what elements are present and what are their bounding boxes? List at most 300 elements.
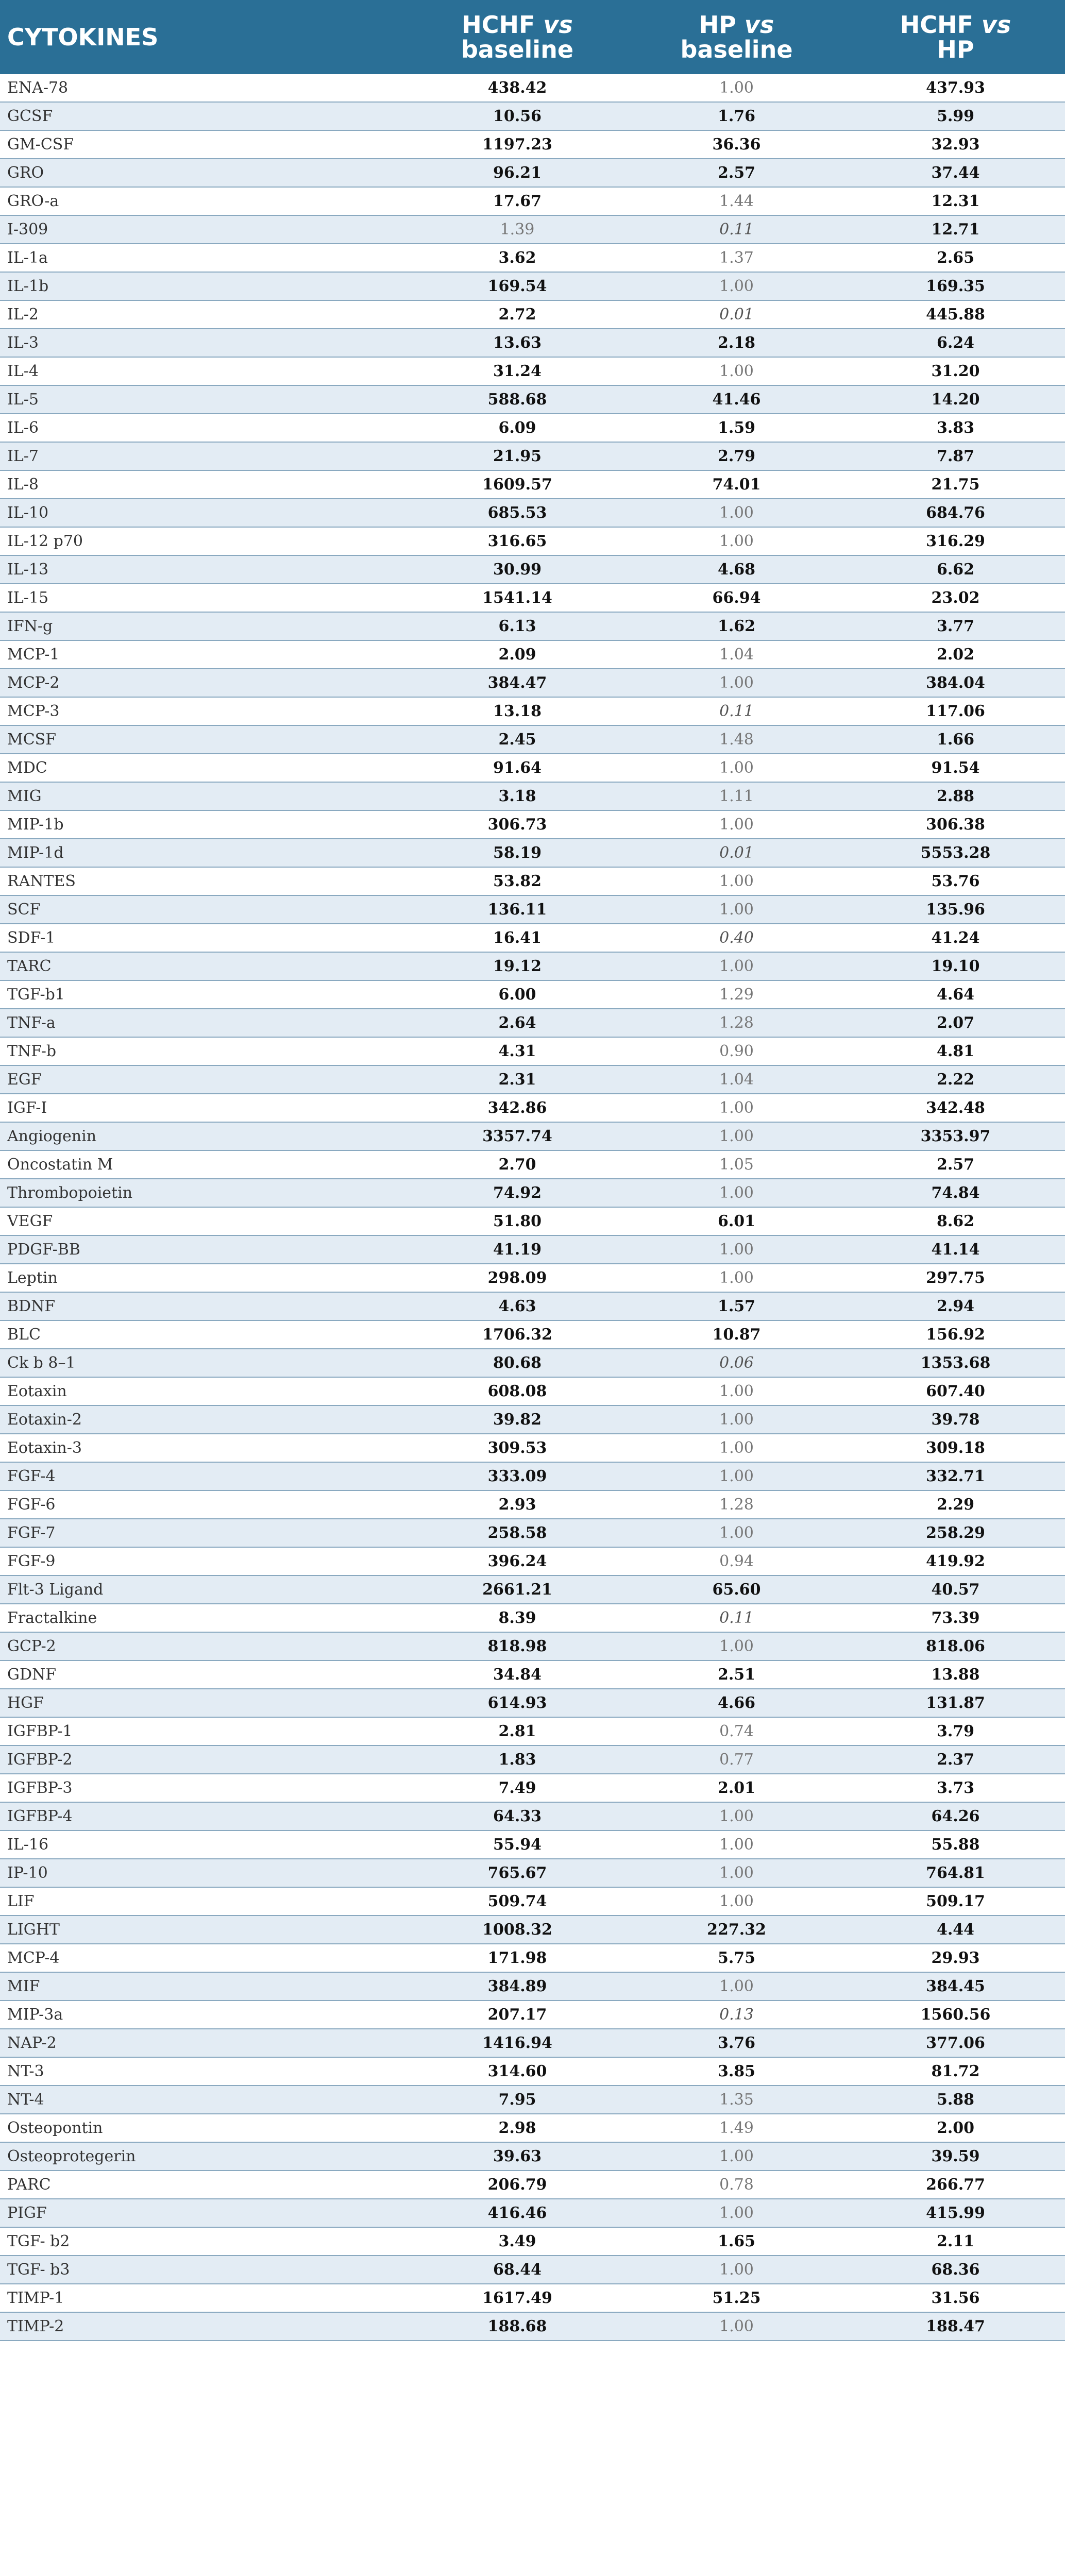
- table-row: [0, 725, 1065, 754]
- hchf-vs-baseline-value: 206.79: [408, 2171, 627, 2199]
- hchf-vs-baseline-value: 342.86: [408, 1094, 627, 1122]
- hchf-vs-hp-value: 332.71: [846, 1462, 1065, 1490]
- hchf-vs-baseline-value: 333.09: [408, 1462, 627, 1490]
- hchf-vs-baseline-value: 2.45: [408, 725, 627, 754]
- hp-vs-baseline-value: 51.25: [627, 2284, 846, 2312]
- hchf-vs-hp-value: 117.06: [846, 697, 1065, 725]
- hp-vs-baseline-value: 4.68: [627, 555, 846, 584]
- cytokine-name: Eotaxin-2: [0, 1405, 408, 1434]
- table-row: [0, 1604, 1065, 1632]
- hchf-vs-baseline-value: 68.44: [408, 2256, 627, 2284]
- table-row: [0, 2029, 1065, 2057]
- header-label: HCHF: [900, 11, 982, 39]
- hchf-vs-baseline-value: 2.72: [408, 300, 627, 329]
- header-hchf-vs-hp: [846, 0, 1065, 74]
- hchf-vs-baseline-value: 1197.23: [408, 130, 627, 159]
- hchf-vs-baseline-value: 416.46: [408, 2199, 627, 2227]
- hp-vs-baseline-value: 1.00: [627, 1434, 846, 1462]
- table-row: [0, 1916, 1065, 1944]
- cytokine-name: TIMP-2: [0, 2312, 408, 2341]
- cytokine-name: MDC: [0, 754, 408, 782]
- hp-vs-baseline-value: 1.00: [627, 895, 846, 924]
- hchf-vs-hp-value: 1353.68: [846, 1349, 1065, 1377]
- table-row: [0, 385, 1065, 414]
- hchf-vs-hp-value: 2.65: [846, 244, 1065, 272]
- hchf-vs-hp-value: 509.17: [846, 1887, 1065, 1916]
- hchf-vs-baseline-value: 3.18: [408, 782, 627, 810]
- table-row: [0, 2086, 1065, 2114]
- cytokine-name: LIGHT: [0, 1916, 408, 1944]
- hp-vs-baseline-value: 0.06: [627, 1349, 846, 1377]
- header-cytokines: CYTOKINES: [0, 0, 408, 74]
- hp-vs-baseline-value: 1.28: [627, 1009, 846, 1037]
- hp-vs-baseline-value: 65.60: [627, 1575, 846, 1604]
- cytokine-name: TGF- b3: [0, 2256, 408, 2284]
- table-row: [0, 1490, 1065, 1519]
- hchf-vs-baseline-value: 614.93: [408, 1689, 627, 1717]
- hchf-vs-hp-value: 7.87: [846, 442, 1065, 470]
- hchf-vs-baseline-value: 765.67: [408, 1859, 627, 1887]
- cytokine-name: IL-16: [0, 1831, 408, 1859]
- table-row: [0, 1349, 1065, 1377]
- table-row: [0, 527, 1065, 555]
- hp-vs-baseline-value: 1.28: [627, 1490, 846, 1519]
- hchf-vs-baseline-value: 64.33: [408, 1802, 627, 1831]
- table-row: [0, 1405, 1065, 1434]
- hp-vs-baseline-value: 2.01: [627, 1774, 846, 1802]
- hchf-vs-hp-value: 31.56: [846, 2284, 1065, 2312]
- hp-vs-baseline-value: 1.49: [627, 2114, 846, 2142]
- hchf-vs-hp-value: 73.39: [846, 1604, 1065, 1632]
- hp-vs-baseline-value: 1.00: [627, 1235, 846, 1264]
- table-row: [0, 2312, 1065, 2341]
- hchf-vs-baseline-value: 207.17: [408, 2001, 627, 2029]
- cytokine-name: MCSF: [0, 725, 408, 754]
- table-row: [0, 1037, 1065, 1065]
- hchf-vs-baseline-value: 396.24: [408, 1547, 627, 1575]
- cytokine-name: TGF- b2: [0, 2227, 408, 2256]
- hchf-vs-hp-value: 6.62: [846, 555, 1065, 584]
- hchf-vs-hp-value: 684.76: [846, 499, 1065, 527]
- hp-vs-baseline-value: 1.00: [627, 1377, 846, 1405]
- table-row: [0, 697, 1065, 725]
- hchf-vs-baseline-value: 384.47: [408, 669, 627, 697]
- hchf-vs-hp-value: 764.81: [846, 1859, 1065, 1887]
- hchf-vs-baseline-value: 4.63: [408, 1292, 627, 1320]
- hchf-vs-baseline-value: 4.31: [408, 1037, 627, 1065]
- hchf-vs-hp-value: 21.75: [846, 470, 1065, 499]
- cytokine-name: MCP-4: [0, 1944, 408, 1972]
- table-row: [0, 1235, 1065, 1264]
- hp-vs-baseline-value: 1.00: [627, 2199, 846, 2227]
- header-label: HP: [699, 11, 745, 39]
- cytokine-name: IL-7: [0, 442, 408, 470]
- hchf-vs-hp-value: 37.44: [846, 159, 1065, 187]
- header-label: HCHF: [462, 11, 544, 39]
- hp-vs-baseline-value: 1.00: [627, 1887, 846, 1916]
- hp-vs-baseline-value: 1.00: [627, 1405, 846, 1434]
- hp-vs-baseline-value: 1.04: [627, 640, 846, 669]
- table-row: [0, 470, 1065, 499]
- cytokine-name: TGF-b1: [0, 980, 408, 1009]
- hchf-vs-baseline-value: 6.09: [408, 414, 627, 442]
- table-row: [0, 215, 1065, 244]
- hchf-vs-hp-value: 297.75: [846, 1264, 1065, 1292]
- hchf-vs-hp-value: 2.29: [846, 1490, 1065, 1519]
- hchf-vs-hp-value: 53.76: [846, 867, 1065, 895]
- hchf-vs-hp-value: 188.47: [846, 2312, 1065, 2341]
- table-row: [0, 1150, 1065, 1179]
- hp-vs-baseline-value: 3.85: [627, 2057, 846, 2086]
- cytokine-name: I-309: [0, 215, 408, 244]
- table-row: [0, 499, 1065, 527]
- hchf-vs-baseline-value: 1609.57: [408, 470, 627, 499]
- hchf-vs-hp-value: 309.18: [846, 1434, 1065, 1462]
- table-row: [0, 1377, 1065, 1405]
- table-row: [0, 1944, 1065, 1972]
- hp-vs-baseline-value: 36.36: [627, 130, 846, 159]
- hchf-vs-hp-value: 1560.56: [846, 2001, 1065, 2029]
- hchf-vs-hp-value: 316.29: [846, 527, 1065, 555]
- cytokine-name: VEGF: [0, 1207, 408, 1235]
- hchf-vs-baseline-value: 3357.74: [408, 1122, 627, 1150]
- hchf-vs-baseline-value: 3.62: [408, 244, 627, 272]
- table-row: [0, 895, 1065, 924]
- table-row: [0, 867, 1065, 895]
- hchf-vs-baseline-value: 8.39: [408, 1604, 627, 1632]
- hchf-vs-hp-value: 445.88: [846, 300, 1065, 329]
- hp-vs-baseline-value: 5.75: [627, 1944, 846, 1972]
- hchf-vs-baseline-value: 298.09: [408, 1264, 627, 1292]
- header-vs: vs: [981, 11, 1011, 39]
- hp-vs-baseline-value: 4.66: [627, 1689, 846, 1717]
- hchf-vs-hp-value: 2.07: [846, 1009, 1065, 1037]
- hchf-vs-hp-value: 342.48: [846, 1094, 1065, 1122]
- hchf-vs-baseline-value: 2.31: [408, 1065, 627, 1094]
- hchf-vs-hp-value: 1.66: [846, 725, 1065, 754]
- hchf-vs-hp-value: 266.77: [846, 2171, 1065, 2199]
- table-row: [0, 244, 1065, 272]
- hchf-vs-hp-value: 2.11: [846, 2227, 1065, 2256]
- header-vs: vs: [744, 11, 774, 39]
- cytokine-name: IGFBP-4: [0, 1802, 408, 1831]
- hp-vs-baseline-value: 3.76: [627, 2029, 846, 2057]
- hchf-vs-baseline-value: 1008.32: [408, 1916, 627, 1944]
- hchf-vs-baseline-value: 1706.32: [408, 1320, 627, 1349]
- hchf-vs-hp-value: 6.24: [846, 329, 1065, 357]
- hp-vs-baseline-value: 1.00: [627, 2142, 846, 2171]
- hchf-vs-hp-value: 12.71: [846, 215, 1065, 244]
- hp-vs-baseline-value: 1.00: [627, 2256, 846, 2284]
- hp-vs-baseline-value: 1.76: [627, 102, 846, 130]
- hchf-vs-hp-value: 32.93: [846, 130, 1065, 159]
- hchf-vs-hp-value: 68.36: [846, 2256, 1065, 2284]
- table-row: [0, 1292, 1065, 1320]
- header-hp-vs-baseline: [627, 0, 846, 74]
- cytokine-name: MIF: [0, 1972, 408, 2001]
- table-row: [0, 1859, 1065, 1887]
- cytokine-name: MCP-3: [0, 697, 408, 725]
- cytokine-name: SDF-1: [0, 924, 408, 952]
- hp-vs-baseline-value: 1.62: [627, 612, 846, 640]
- hchf-vs-hp-value: 2.00: [846, 2114, 1065, 2142]
- table-row: [0, 612, 1065, 640]
- hp-vs-baseline-value: 0.11: [627, 1604, 846, 1632]
- hchf-vs-baseline-value: 306.73: [408, 810, 627, 839]
- hp-vs-baseline-value: 227.32: [627, 1916, 846, 1944]
- hp-vs-baseline-value: 1.59: [627, 414, 846, 442]
- table-row: [0, 1547, 1065, 1575]
- hp-vs-baseline-value: 1.00: [627, 754, 846, 782]
- cytokine-name: IGFBP-1: [0, 1717, 408, 1745]
- table-row: [0, 754, 1065, 782]
- hchf-vs-baseline-value: 7.95: [408, 2086, 627, 2114]
- hp-vs-baseline-value: 1.00: [627, 527, 846, 555]
- cytokine-name: IL-1a: [0, 244, 408, 272]
- hchf-vs-baseline-value: 2.98: [408, 2114, 627, 2142]
- table-row: [0, 782, 1065, 810]
- hchf-vs-baseline-value: 608.08: [408, 1377, 627, 1405]
- cytokine-name: IGFBP-2: [0, 1745, 408, 1774]
- hchf-vs-baseline-value: 2.64: [408, 1009, 627, 1037]
- hp-vs-baseline-value: 2.51: [627, 1660, 846, 1689]
- table-row: [0, 74, 1065, 102]
- hchf-vs-baseline-value: 91.64: [408, 754, 627, 782]
- hchf-vs-hp-value: 5553.28: [846, 839, 1065, 867]
- hp-vs-baseline-value: 41.46: [627, 385, 846, 414]
- hchf-vs-baseline-value: 2.81: [408, 1717, 627, 1745]
- table-row: [0, 1264, 1065, 1292]
- hchf-vs-baseline-value: 41.19: [408, 1235, 627, 1264]
- hchf-vs-baseline-value: 685.53: [408, 499, 627, 527]
- hp-vs-baseline-value: 1.57: [627, 1292, 846, 1320]
- cytokine-name: Osteopontin: [0, 2114, 408, 2142]
- hchf-vs-baseline-value: 13.63: [408, 329, 627, 357]
- table-row: [0, 1972, 1065, 2001]
- hchf-vs-baseline-value: 2.93: [408, 1490, 627, 1519]
- cytokine-name: BDNF: [0, 1292, 408, 1320]
- hchf-vs-baseline-value: 171.98: [408, 1944, 627, 1972]
- hchf-vs-hp-value: 41.14: [846, 1235, 1065, 1264]
- cytokine-name: Angiogenin: [0, 1122, 408, 1150]
- cytokine-name: IL-12 p70: [0, 527, 408, 555]
- hchf-vs-baseline-value: 3.49: [408, 2227, 627, 2256]
- hp-vs-baseline-value: 0.01: [627, 300, 846, 329]
- hchf-vs-hp-value: 258.29: [846, 1519, 1065, 1547]
- hchf-vs-hp-value: 2.22: [846, 1065, 1065, 1094]
- hp-vs-baseline-value: 0.01: [627, 839, 846, 867]
- table-row: [0, 980, 1065, 1009]
- table-row: [0, 669, 1065, 697]
- hp-vs-baseline-value: 1.65: [627, 2227, 846, 2256]
- table-row: [0, 414, 1065, 442]
- hchf-vs-hp-value: 2.57: [846, 1150, 1065, 1179]
- hp-vs-baseline-value: 0.74: [627, 1717, 846, 1745]
- hchf-vs-hp-value: 12.31: [846, 187, 1065, 215]
- table-row: [0, 130, 1065, 159]
- cytokine-name: FGF-6: [0, 1490, 408, 1519]
- hchf-vs-hp-value: 419.92: [846, 1547, 1065, 1575]
- hchf-vs-hp-value: 377.06: [846, 2029, 1065, 2057]
- hchf-vs-hp-value: 4.44: [846, 1916, 1065, 1944]
- cytokine-name: Thrombopoietin: [0, 1179, 408, 1207]
- cytokine-name: GCSF: [0, 102, 408, 130]
- hp-vs-baseline-value: 1.00: [627, 1831, 846, 1859]
- table-row: [0, 810, 1065, 839]
- cytokine-name: NT-4: [0, 2086, 408, 2114]
- hchf-vs-baseline-value: 10.56: [408, 102, 627, 130]
- cytokine-name: NT-3: [0, 2057, 408, 2086]
- hchf-vs-baseline-value: 53.82: [408, 867, 627, 895]
- hp-vs-baseline-value: 0.90: [627, 1037, 846, 1065]
- hp-vs-baseline-value: 10.87: [627, 1320, 846, 1349]
- cytokine-name: RANTES: [0, 867, 408, 895]
- hchf-vs-hp-value: 40.57: [846, 1575, 1065, 1604]
- hchf-vs-hp-value: 3.73: [846, 1774, 1065, 1802]
- hchf-vs-hp-value: 306.38: [846, 810, 1065, 839]
- hp-vs-baseline-value: 1.05: [627, 1150, 846, 1179]
- hchf-vs-hp-value: 14.20: [846, 385, 1065, 414]
- hchf-vs-hp-value: 23.02: [846, 584, 1065, 612]
- table-row: [0, 159, 1065, 187]
- cytokine-name: IL-15: [0, 584, 408, 612]
- hp-vs-baseline-value: 1.00: [627, 1859, 846, 1887]
- hp-vs-baseline-value: 1.00: [627, 1462, 846, 1490]
- hchf-vs-hp-value: 3.79: [846, 1717, 1065, 1745]
- cytokine-name: Oncostatin M: [0, 1150, 408, 1179]
- hp-vs-baseline-value: 6.01: [627, 1207, 846, 1235]
- cytokine-name: MCP-1: [0, 640, 408, 669]
- table-row: [0, 1689, 1065, 1717]
- hchf-vs-hp-value: 19.10: [846, 952, 1065, 980]
- hchf-vs-baseline-value: 588.68: [408, 385, 627, 414]
- hchf-vs-baseline-value: 509.74: [408, 1887, 627, 1916]
- cytokine-name: IL-8: [0, 470, 408, 499]
- hp-vs-baseline-value: 1.00: [627, 952, 846, 980]
- table-header: [0, 0, 1065, 74]
- hchf-vs-hp-value: 8.62: [846, 1207, 1065, 1235]
- cytokine-name: IL-2: [0, 300, 408, 329]
- hp-vs-baseline-value: 1.00: [627, 1802, 846, 1831]
- table-row: [0, 952, 1065, 980]
- cytokine-name: MIP-3a: [0, 2001, 408, 2029]
- table-row: [0, 1774, 1065, 1802]
- hp-vs-baseline-value: 1.00: [627, 867, 846, 895]
- hp-vs-baseline-value: 1.00: [627, 1122, 846, 1150]
- hp-vs-baseline-value: 1.37: [627, 244, 846, 272]
- hchf-vs-hp-value: 3.77: [846, 612, 1065, 640]
- hchf-vs-hp-value: 169.35: [846, 272, 1065, 300]
- header-vs: vs: [543, 11, 573, 39]
- hchf-vs-hp-value: 3.83: [846, 414, 1065, 442]
- cytokine-name: IL-10: [0, 499, 408, 527]
- table-row: [0, 839, 1065, 867]
- hchf-vs-hp-value: 2.02: [846, 640, 1065, 669]
- hchf-vs-baseline-value: 30.99: [408, 555, 627, 584]
- hp-vs-baseline-value: 1.00: [627, 1632, 846, 1660]
- cytokine-name: Eotaxin-3: [0, 1434, 408, 1462]
- table-row: [0, 300, 1065, 329]
- hchf-vs-baseline-value: 58.19: [408, 839, 627, 867]
- hchf-vs-hp-value: 55.88: [846, 1831, 1065, 1859]
- hchf-vs-hp-value: 415.99: [846, 2199, 1065, 2227]
- cytokine-name: SCF: [0, 895, 408, 924]
- hchf-vs-baseline-value: 2.09: [408, 640, 627, 669]
- cytokine-name: TNF-a: [0, 1009, 408, 1037]
- header-row: [0, 0, 1065, 74]
- cytokine-name: IL-6: [0, 414, 408, 442]
- hchf-vs-hp-value: 5.88: [846, 2086, 1065, 2114]
- table-row: [0, 1802, 1065, 1831]
- cytokine-name: GDNF: [0, 1660, 408, 1689]
- hp-vs-baseline-value: 1.00: [627, 1094, 846, 1122]
- hp-vs-baseline-value: 1.44: [627, 187, 846, 215]
- table-row: [0, 442, 1065, 470]
- cytokine-name: BLC: [0, 1320, 408, 1349]
- hchf-vs-baseline-value: 2661.21: [408, 1575, 627, 1604]
- hchf-vs-baseline-value: 1541.14: [408, 584, 627, 612]
- hp-vs-baseline-value: 2.18: [627, 329, 846, 357]
- table-row: [0, 1887, 1065, 1916]
- hp-vs-baseline-value: 1.48: [627, 725, 846, 754]
- cytokine-name: IP-10: [0, 1859, 408, 1887]
- hchf-vs-baseline-value: 258.58: [408, 1519, 627, 1547]
- hchf-vs-hp-value: 156.92: [846, 1320, 1065, 1349]
- table-row: [0, 584, 1065, 612]
- hp-vs-baseline-value: 1.11: [627, 782, 846, 810]
- table-row: [0, 924, 1065, 952]
- table-row: [0, 1320, 1065, 1349]
- table-row: [0, 1660, 1065, 1689]
- cytokine-name: IL-13: [0, 555, 408, 584]
- hchf-vs-baseline-value: 169.54: [408, 272, 627, 300]
- hchf-vs-baseline-value: 2.70: [408, 1150, 627, 1179]
- cytokine-name: FGF-9: [0, 1547, 408, 1575]
- cytokine-name: Eotaxin: [0, 1377, 408, 1405]
- hchf-vs-hp-value: 29.93: [846, 1944, 1065, 1972]
- hchf-vs-hp-value: 91.54: [846, 754, 1065, 782]
- cytokine-name: TNF-b: [0, 1037, 408, 1065]
- hp-vs-baseline-value: 0.94: [627, 1547, 846, 1575]
- cytokine-name: MIG: [0, 782, 408, 810]
- cytokine-name: FGF-4: [0, 1462, 408, 1490]
- table-row: [0, 1434, 1065, 1462]
- hchf-vs-baseline-value: 31.24: [408, 357, 627, 385]
- header-hchf-vs-baseline: [408, 0, 627, 74]
- hp-vs-baseline-value: 1.00: [627, 669, 846, 697]
- cytokine-name: GRO: [0, 159, 408, 187]
- hchf-vs-hp-value: 384.04: [846, 669, 1065, 697]
- cytokine-name: EGF: [0, 1065, 408, 1094]
- table-row: [0, 555, 1065, 584]
- cytokine-name: Osteoprotegerin: [0, 2142, 408, 2171]
- table-row: [0, 2142, 1065, 2171]
- hchf-vs-baseline-value: 96.21: [408, 159, 627, 187]
- hchf-vs-baseline-value: 13.18: [408, 697, 627, 725]
- hp-vs-baseline-value: 1.00: [627, 2312, 846, 2341]
- table-row: [0, 1745, 1065, 1774]
- cytokine-name: LIF: [0, 1887, 408, 1916]
- hchf-vs-hp-value: 13.88: [846, 1660, 1065, 1689]
- hchf-vs-baseline-value: 51.80: [408, 1207, 627, 1235]
- table-row: [0, 1179, 1065, 1207]
- hchf-vs-baseline-value: 818.98: [408, 1632, 627, 1660]
- hchf-vs-hp-value: 384.45: [846, 1972, 1065, 2001]
- hchf-vs-hp-value: 81.72: [846, 2057, 1065, 2086]
- hchf-vs-baseline-value: 188.68: [408, 2312, 627, 2341]
- table-row: [0, 1831, 1065, 1859]
- hchf-vs-baseline-value: 39.63: [408, 2142, 627, 2171]
